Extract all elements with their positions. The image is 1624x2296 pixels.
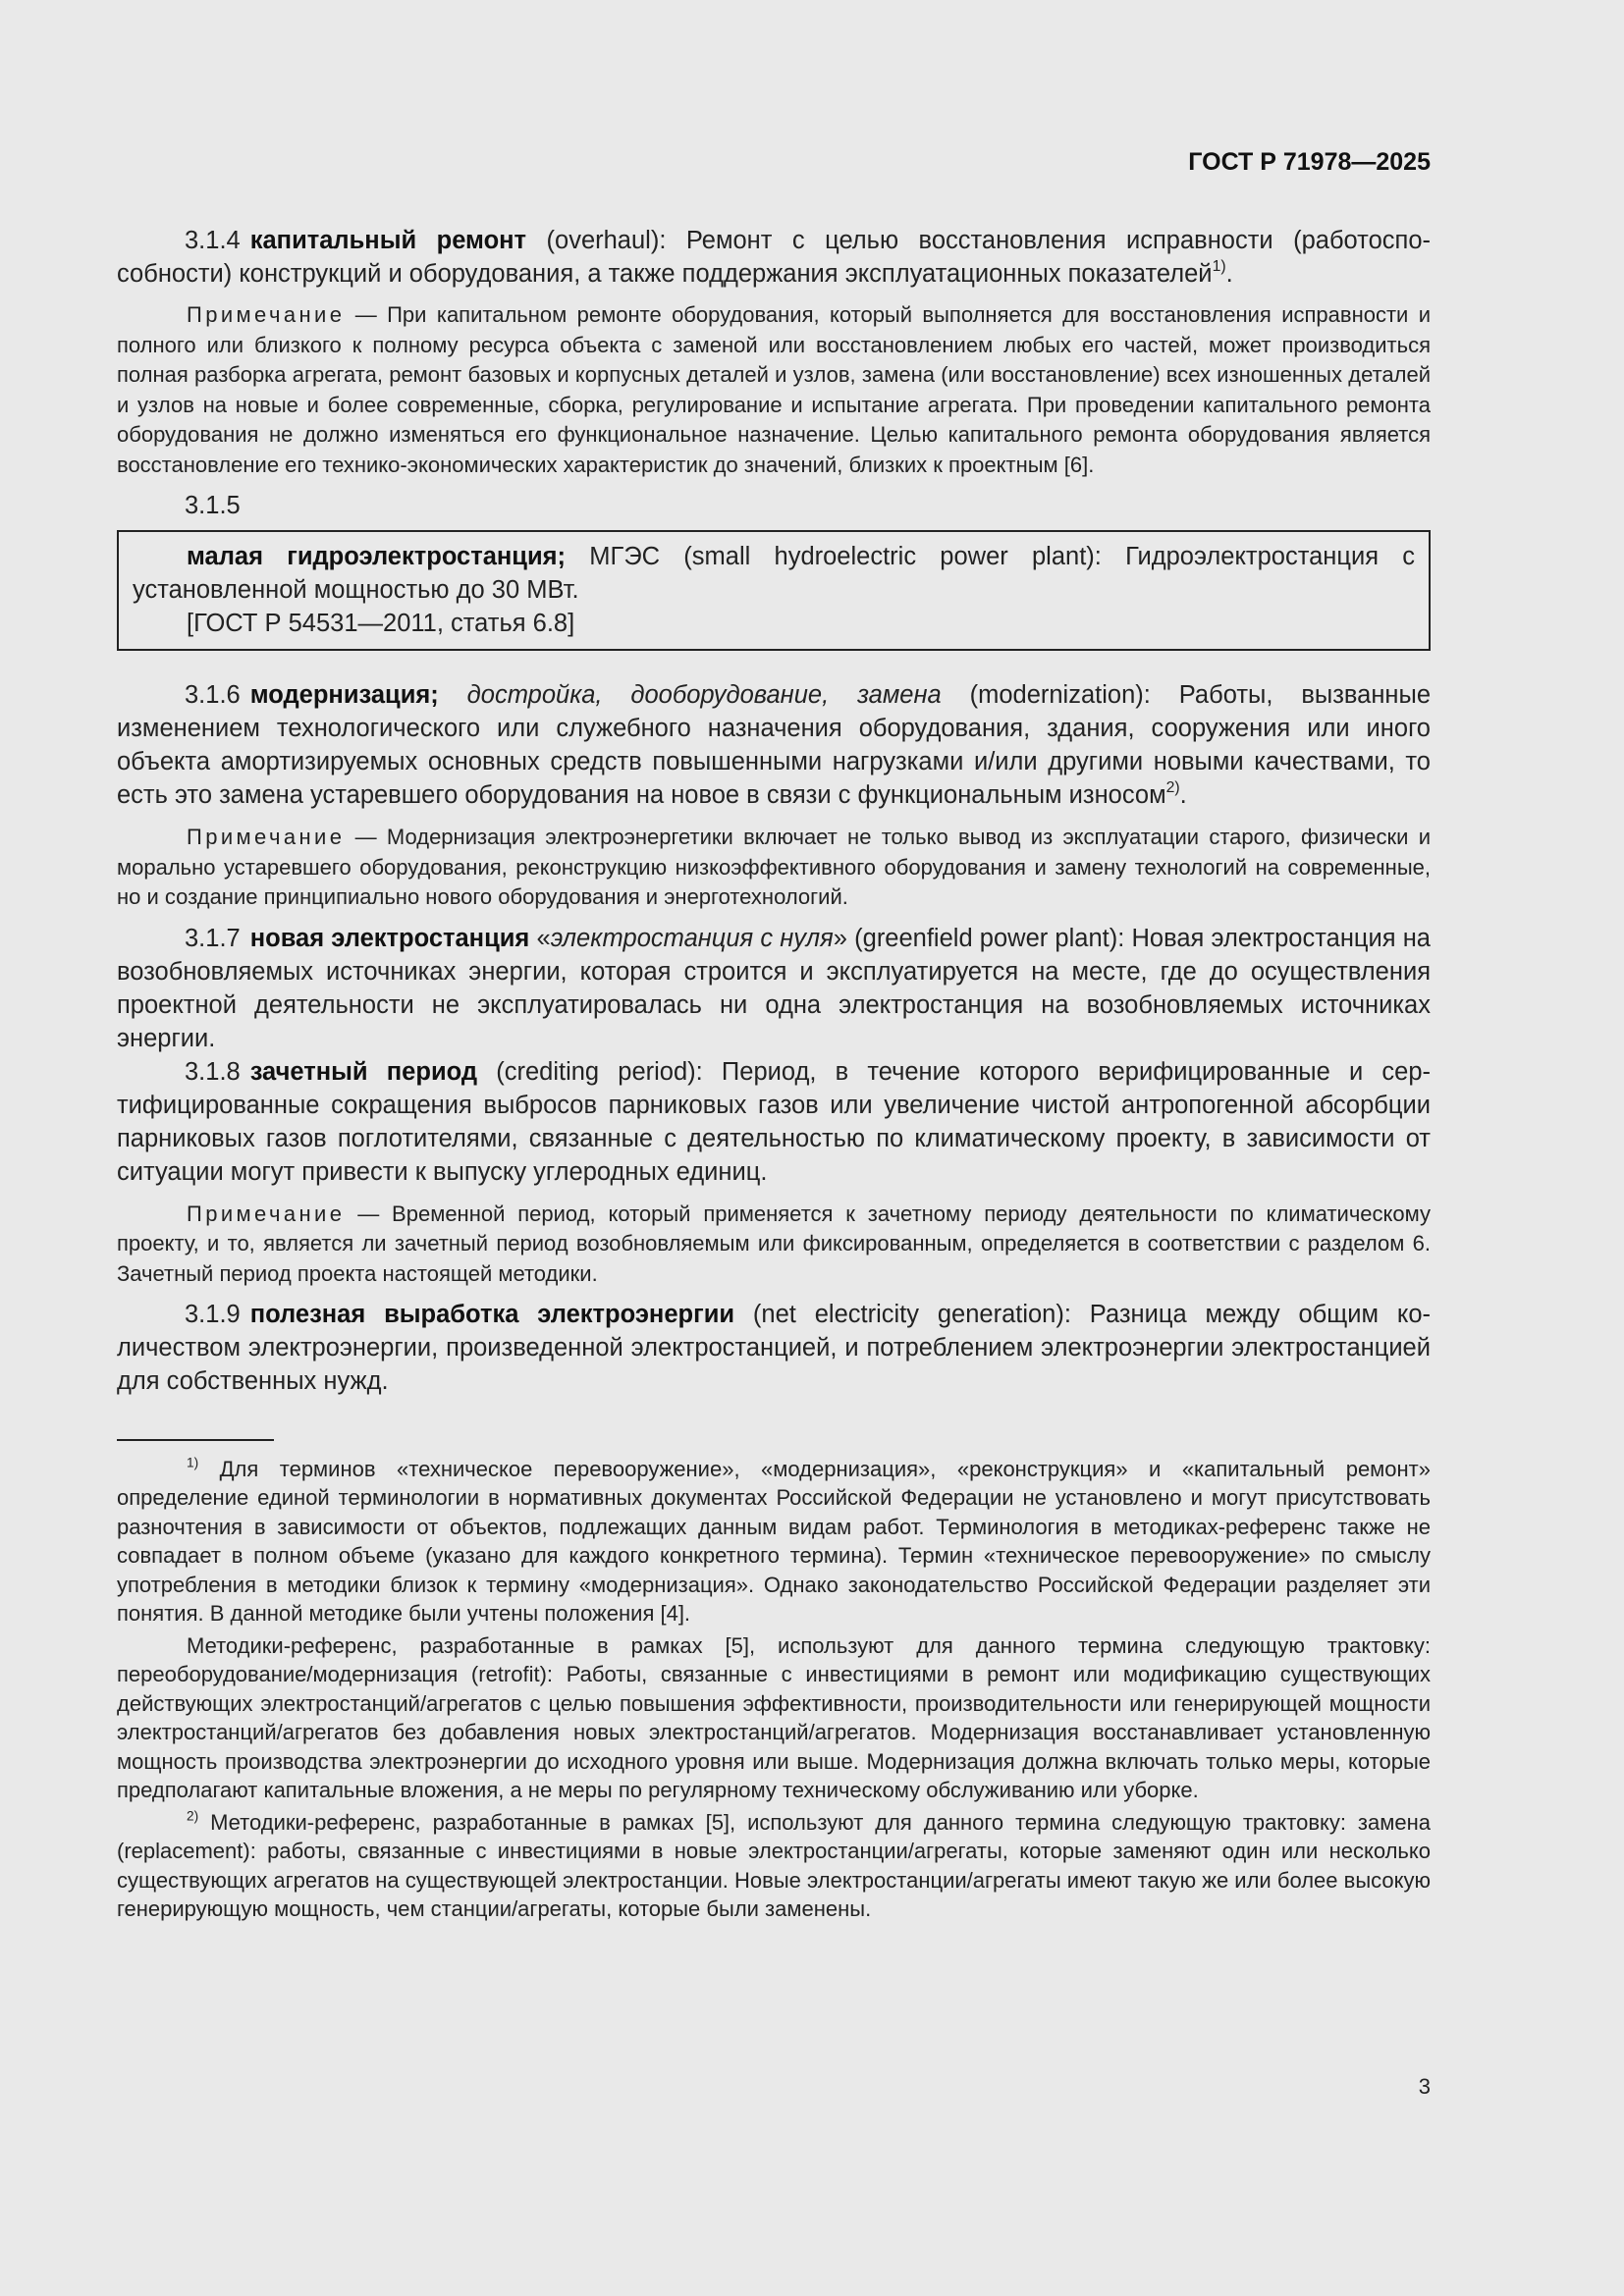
footnote-2 bbox=[117, 1808, 1431, 1924]
term-number: 3.1.4 bbox=[185, 227, 241, 254]
footnote-ref: 2) bbox=[1165, 778, 1180, 796]
term-definition: Ремонт с целью восстановления исправности (работоспособности) конструкций и оборудования, а также поддержания эксплуатационных показателей bbox=[117, 227, 1431, 288]
term-title: полезная выработка электроэнергии bbox=[249, 1301, 735, 1328]
term-synonyms: достройка, дооборудование, замена bbox=[466, 681, 942, 709]
term-synonyms: электростанция с нуля bbox=[550, 924, 834, 952]
document-body bbox=[117, 224, 1431, 1924]
term-3-1-5 bbox=[133, 540, 1415, 607]
term-3-1-4 bbox=[117, 224, 1431, 291]
term-3-1-8 bbox=[117, 1055, 1431, 1189]
term-definition: (crediting period): Период, в течение которого верифицированные и сертифицированные сокращения выбросов парниковых газов или увеличение чистой антропогенной абсорбции парниковых газов поглотителями, связанные с деятельностью по климатическому проекту, в зависимости от ситуации могут привести к выпуску углеродных единиц. bbox=[117, 1057, 1431, 1186]
term-3-1-5-number bbox=[117, 489, 1431, 522]
term-number: 3.1.9 bbox=[185, 1301, 241, 1328]
term-definition: МГЭС (small hydroelectric power plant): Гидроэлектростанция с установленной мощностью до 30 МВт. bbox=[133, 543, 1415, 604]
note-label: Примечание bbox=[187, 1201, 346, 1226]
quote-open: « bbox=[529, 924, 551, 952]
quoted-term-box bbox=[117, 530, 1431, 651]
footnote-1-continued bbox=[117, 1631, 1431, 1805]
document-header: ГОСТ Р 71978—2025 bbox=[1188, 148, 1431, 176]
term-title: малая гидроэлектростанция; bbox=[187, 543, 567, 570]
footnote-text: Методики-референс, разработанные в рамках [5], используют для данного термина следующую трактовку: замена (replacement): работы, связанные с инвестициями в новые электростанции/агрегаты, которые заменяют один или несколько существующих агрегатов на существующей электростанции. Новые электростанции/агрегаты имеют такую же или более высокую генерирующую мощность, чем станции/агрегаты, которые были заменены. bbox=[117, 1809, 1431, 1921]
footnote-text: Методики-референс, разработанные в рамках [5], используют для данного термина следующую трактовку: переоборудование/модернизация (retrofit): Работы, связанные с инвестициями в ремонт или модификацию существующих действующих электростанций/агрегатов с целью повышения эффективности, производительности или генерирующей мощности электростанций/агрегатов без добавления новых электростанций/агрегатов. Модернизация восстанавливает установленную мощность производства электроэнергии до исходного уровня или выше. Модернизация должна включать только меры, которые предполагают капитальные вложения, а не меры по регулярному техническому обслуживанию или уборке. bbox=[117, 1632, 1431, 1802]
term-title: модернизация; bbox=[249, 681, 439, 709]
source-reference: [ГОСТ Р 54531—2011, статья 6.8] bbox=[187, 610, 575, 637]
page-number: 3 bbox=[1418, 2074, 1431, 2099]
footnote-mark: 1) bbox=[187, 1454, 199, 1469]
term-number: 3.1.5 bbox=[185, 492, 241, 519]
term-definition: (modernization): Работы, вызванные изменением технологического или служебного назначения оборудования, здания, сооружения или иного объекта амортизируемых основных средств повышенными нагрузками и/или другими новыми качествами, то есть это замена устаревшего оборудования на новое в связи с функциональным износом bbox=[117, 681, 1431, 809]
term-number: 3.1.8 bbox=[185, 1057, 241, 1086]
term-english: (overhaul): bbox=[546, 227, 667, 254]
note-label: Примечание bbox=[187, 825, 346, 849]
term-source-ref bbox=[133, 607, 1415, 640]
footnote-mark: 2) bbox=[187, 1807, 199, 1823]
footnote-ref: 1) bbox=[1212, 257, 1226, 275]
term-3-1-6 bbox=[117, 678, 1431, 812]
footnote-text: Для терминов «техническое перевооружение», «модернизация», «реконструкция» и «капитальный ремонт» определение единой терминологии в нормативных документах Российской Федерации не установлено и могут присутствовать разночтения в зависимости от объектов, подлежащих данным видам работ. Терминология в методиках-референс также не совпадает в полном объеме (указано для каждого конкретного термина). Термин «техническое перевооружение» по смыслу употребления в методики близок к термину «модернизация». Однако законодательство Российской Федерации разделяет эти понятия. В данной методике были учтены положения [4]. bbox=[117, 1456, 1431, 1626]
term-tail: . bbox=[1225, 260, 1233, 288]
quote-close: » bbox=[833, 924, 847, 952]
footnote-separator bbox=[117, 1439, 274, 1441]
term-title: зачетный период bbox=[249, 1057, 478, 1086]
note-3-1-8 bbox=[117, 1200, 1431, 1290]
term-number: 3.1.7 bbox=[185, 924, 241, 952]
note-3-1-6 bbox=[117, 823, 1431, 913]
term-3-1-7 bbox=[117, 922, 1431, 1055]
footnote-1 bbox=[117, 1455, 1431, 1629]
term-tail: . bbox=[1179, 781, 1187, 809]
term-definition: (greenfield power plant): Новая электростанция на возобновляемых источниках энергии, которая строится и эксплуатируется на месте, где до осуществления проектной деятельности не эксплуатировалась ни одна электростанция на возобновляемых источниках энергии. bbox=[117, 924, 1431, 1052]
note-text: — Временной период, который применяется к зачетному периоду деятельности по климатическому проекту, и то, является ли зачетный период возобновляемым или фиксированным, определяется в соответствии с разделом 6. Зачетный период проекта настоящей методики. bbox=[117, 1201, 1431, 1286]
term-title: новая электростанция bbox=[249, 924, 530, 952]
note-text: — При капитальном ремонте оборудования, который выполняется для восстановления исправности и полного или близкого к полному ресурса объекта с заменой или восстановлением любых его частей, может производиться полная разборка агрегата, ремонт базовых и корпусных деталей и узлов, замена (или восстановление) всех изношенных деталей и узлов на новые и более современные, сборка, регулирование и испытание агрегата. При проведении капитального ремонта оборудования не должно изменяться его функциональное назначение. Целью капитального ремонта оборудования является восстановление его технико-экономических характеристик до значений, близких к проектным [6]. bbox=[117, 302, 1431, 477]
term-number: 3.1.6 bbox=[185, 681, 241, 709]
note-text: — Модернизация электроэнергетики включает не только вывод из эксплуатации старого, физически и морально устаревшего оборудования, реконструкцию низкоэффективного оборудования и замену технологий на современные, но и создание принципиально нового оборудования и энерготехнологий. bbox=[117, 825, 1431, 909]
note-label: Примечание bbox=[187, 302, 346, 327]
term-3-1-9 bbox=[117, 1298, 1431, 1398]
term-title: капитальный ремонт bbox=[249, 227, 527, 254]
term-definition: (net electricity generation): Разница между общим количеством электроэнергии, произведенной электростанцией, и потреблением электроэнергии электростанцией для собственных нужд. bbox=[117, 1301, 1432, 1395]
note-3-1-4 bbox=[117, 300, 1431, 480]
